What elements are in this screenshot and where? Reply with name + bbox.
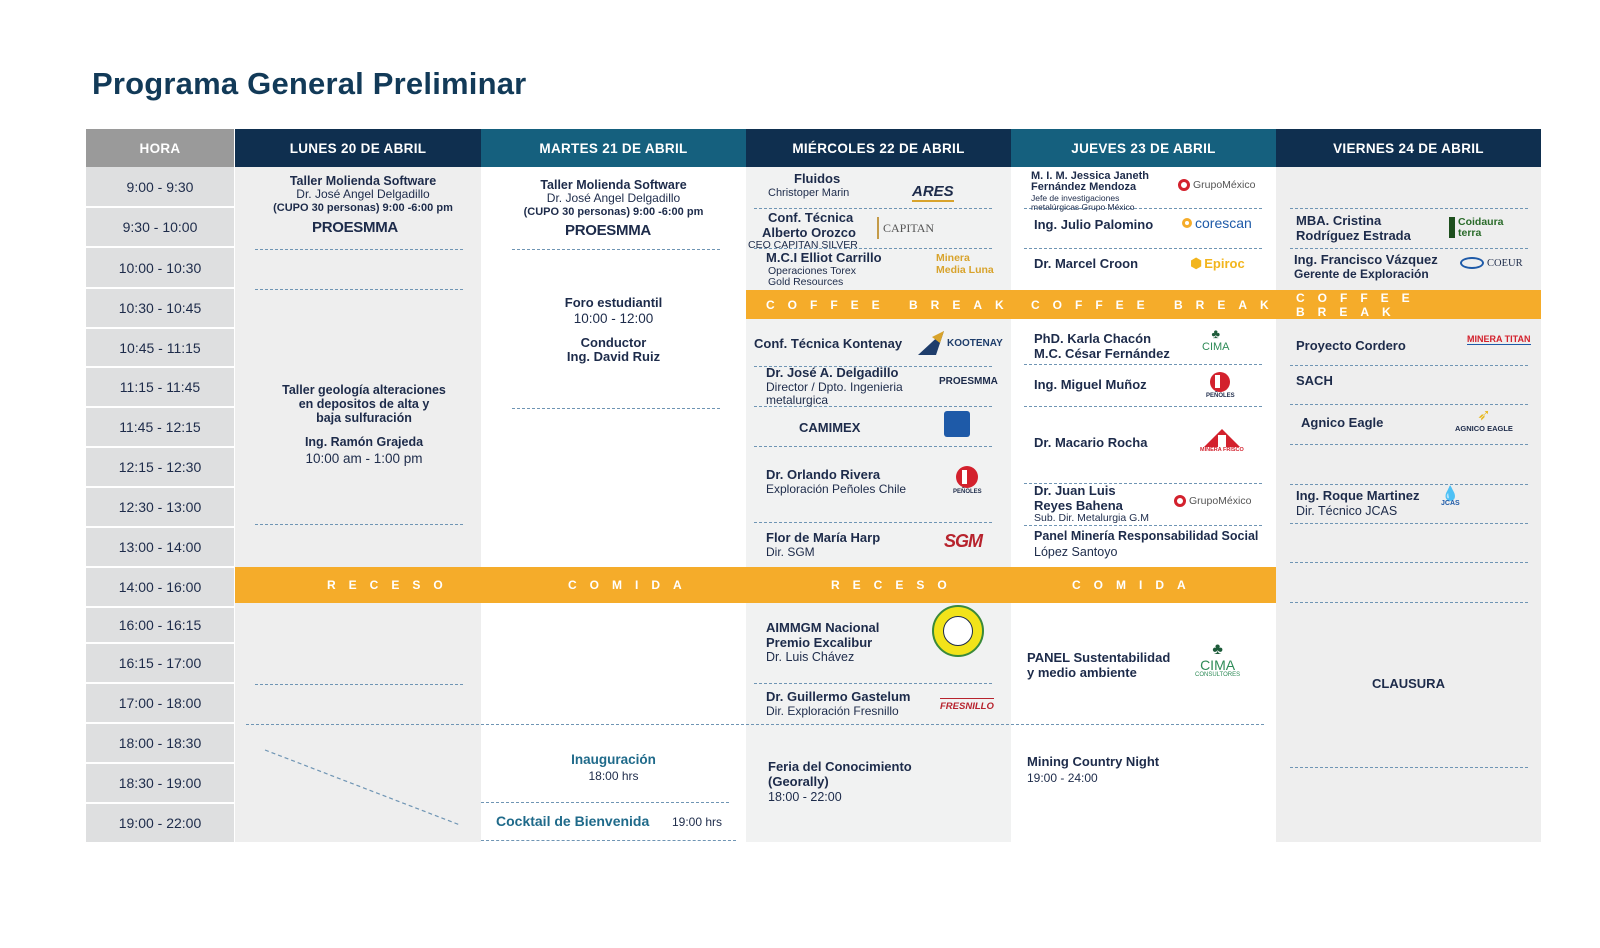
time-slot: 10:30 - 10:45: [86, 289, 234, 327]
divider: [754, 446, 992, 447]
divider: [481, 840, 736, 841]
thu-s7-line3: Sub. Dir. Metalurgia G.M: [1034, 512, 1149, 525]
divider: [255, 289, 463, 290]
comida-label: COMIDA: [568, 578, 695, 592]
fri-s2-line2: Gerente de Exploración: [1294, 266, 1429, 281]
wed-s3: [766, 251, 882, 289]
fri-s4: SACH: [1296, 373, 1333, 388]
cima-mark-icon: ♣: [1211, 326, 1221, 341]
wed-s8-line1: Flor de María Harp: [766, 530, 881, 545]
tue-inaug-title: Inauguración: [571, 752, 656, 767]
thu-s1-line4: metalúrgicas Grupo México: [1031, 202, 1135, 213]
time-slot: 9:00 - 9:30: [86, 167, 234, 206]
proesmma-logo: [312, 219, 398, 236]
wed-s9-line2: Premio Excalibur: [766, 634, 873, 650]
thu-s2: Ing. Julio Palomino: [1034, 217, 1154, 232]
sgm-logo: [944, 531, 982, 552]
fri-s1-line1: MBA. Cristina: [1296, 213, 1382, 228]
corescan-logo: [1182, 215, 1252, 231]
fresnillo-logo: [940, 698, 994, 712]
proesmma-logo-text: PROESMMA: [312, 219, 398, 236]
fri-s6-line2: Dir. Técnico JCAS: [1296, 503, 1398, 518]
thu-s1-line3: Jefe de investigaciones: [1031, 192, 1120, 203]
wed-s9: [766, 621, 879, 664]
header-viernes: VIERNES 24 DE ABRIL: [1276, 129, 1541, 167]
grupo-mexico-logo: [1178, 179, 1255, 191]
thu-s1-line1: M. I. M. Jessica Janeth: [1031, 170, 1149, 182]
wed-s9-line3: Dr. Luis Chávez: [766, 650, 855, 665]
minera-frisco-logo: [1200, 427, 1244, 453]
divider: [1290, 208, 1528, 209]
cima-logo: [1195, 642, 1240, 678]
wed-s5-line1: Dr. José A. Delgadillo: [766, 365, 899, 380]
wed-s3-line1: M.C.I Elliot Carrillo: [766, 250, 882, 265]
tue-foro-title: Foro estudiantil: [564, 295, 663, 310]
proesmma-logo: [565, 222, 651, 239]
time-slot: 12:15 - 12:30: [86, 448, 234, 486]
fri-s3: Proyecto Cordero: [1296, 338, 1406, 353]
penoles-mark-icon: [954, 465, 980, 489]
epiroc-mark-icon: ⬢: [1190, 255, 1203, 271]
thu-s4-line1: PhD. Karla Chacón: [1034, 331, 1152, 346]
coffee-break-label: COFFEE BREAK: [1031, 297, 1282, 312]
agnico-eagle-logo: [1455, 408, 1513, 433]
cima-logo-text: CIMA: [1200, 657, 1236, 673]
tue-inauguracion: [481, 752, 746, 784]
wed-s11: [768, 760, 912, 804]
divider: [754, 208, 992, 209]
frisco-mark-icon: [1204, 427, 1240, 447]
comida-label: COMIDA: [1072, 578, 1199, 592]
mon-taller2-line2: en depositos de alta y: [298, 397, 430, 411]
divider: [1290, 365, 1528, 366]
coeur-mark-icon: [1460, 257, 1484, 269]
thu-s9: [1027, 651, 1170, 680]
agnico-eagle-mark-icon: ➶: [1477, 407, 1491, 424]
wed-s1: [768, 172, 849, 199]
proesmma-logo: [939, 376, 998, 387]
penoles-logo-text: PEÑOLES: [1206, 393, 1235, 399]
time-slot: 10:45 - 11:15: [86, 329, 234, 366]
thu-s9-line2: y medio ambiente: [1027, 664, 1137, 680]
wed-s2-line1: Conf. Técnica: [768, 210, 854, 225]
proesmma-logo-text: PROESMMA: [939, 376, 998, 387]
coidaura-terra-logo: [1449, 217, 1504, 238]
divider: [1024, 525, 1262, 526]
time-slot: 18:00 - 18:30: [86, 724, 234, 762]
header-martes: MARTES 21 DE ABRIL: [481, 129, 746, 167]
divider: [1024, 248, 1262, 249]
grupo-mexico-logo: [1174, 495, 1251, 507]
thu-s1-line2: Fernández Mendoza: [1031, 181, 1137, 194]
divider: [246, 724, 1264, 725]
thu-s7: [1034, 484, 1149, 525]
fri-s1: [1296, 214, 1411, 243]
agnico-eagle-logo-text: AGNICO EAGLE: [1455, 424, 1513, 433]
thu-s8: [1034, 529, 1258, 559]
divider: [255, 524, 463, 525]
jcas-drop-icon: 💧: [1441, 485, 1460, 501]
fri-clausura: CLAUSURA: [1372, 676, 1445, 691]
cima-logo: [1202, 326, 1230, 353]
capitan-logo: [877, 217, 934, 239]
coffee-break-label: COFFEE BREAK: [766, 297, 1017, 312]
receso-label: RECESO: [327, 578, 456, 592]
tue-conductor: Conductor: [580, 334, 647, 350]
header-lunes: LUNES 20 DE ABRIL: [235, 129, 481, 167]
wed-s5: [766, 366, 903, 407]
lunch-banner: [235, 567, 1276, 603]
header-jueves: JUEVES 23 DE ABRIL: [1011, 129, 1276, 167]
time-slot: 9:30 - 10:00: [86, 208, 234, 246]
minera-titan-logo-text: MINERA TITAN: [1467, 334, 1531, 344]
thu-s7-line2: Reyes Bahena: [1034, 497, 1123, 513]
thu-s1: [1031, 170, 1149, 213]
divider: [255, 249, 463, 250]
wed-s9-line1: AIMMGM Nacional: [766, 620, 880, 635]
tue-taller-cupo: (CUPO 30 personas) 9:00 -6:00 pm: [523, 206, 704, 219]
divider: [1290, 602, 1528, 603]
mon-taller-speaker: Dr. José Angel Delgadillo: [296, 187, 430, 201]
tue-taller-molienda: [481, 178, 746, 219]
time-slot: 16:00 - 16:15: [86, 608, 234, 642]
column-martes: [481, 167, 746, 842]
minera-frisco-logo-text: MINERA FRISCO: [1200, 447, 1244, 453]
aimmgm-seal-icon: [932, 605, 984, 657]
wed-s4: Conf. Técnica Kontenay: [754, 336, 903, 351]
tue-foro-time: 10:00 - 12:00: [573, 310, 654, 326]
wed-s11-line1: Feria del Conocimiento: [768, 759, 912, 774]
grupo-mexico-logo-text: GrupoMéxico: [1193, 179, 1256, 191]
fri-s2-line1: Ing. Francisco Vázquez: [1294, 252, 1438, 267]
thu-s4-line2: M.C. César Fernández: [1034, 345, 1170, 361]
time-slot: 10:00 - 10:30: [86, 248, 234, 287]
wed-s5-line3: metalurgica: [766, 392, 829, 407]
divider: [1290, 248, 1528, 249]
coidaura-terra-line2: terra: [1458, 226, 1482, 239]
divider: [754, 522, 992, 523]
coeur-logo-text: COEUR: [1487, 257, 1523, 269]
page-title: Programa General Preliminar: [92, 66, 527, 101]
penoles-logo: [1206, 371, 1235, 399]
wed-s8: [766, 531, 880, 559]
divider: [1024, 364, 1262, 365]
thu-s5: Ing. Miguel Muñoz: [1034, 377, 1147, 392]
wed-s1-title: Fluidos: [794, 171, 841, 186]
time-slot: 13:00 - 14:00: [86, 528, 234, 566]
kootenay-mark-icon: [918, 331, 944, 355]
divider: [1024, 406, 1262, 407]
wed-s6: CAMIMEX: [799, 420, 861, 435]
wed-s2: [748, 211, 858, 252]
grupo-mexico-logo-text: GrupoMéxico: [1189, 495, 1252, 507]
jcas-logo: [1441, 486, 1460, 507]
ares-logo: [912, 183, 954, 202]
kootenay-logo-text: KOOTENAY: [947, 337, 1003, 349]
thu-s10-line1: Mining Country Night: [1027, 754, 1160, 769]
tue-cocktail: Cocktail de Bienvenida: [496, 813, 650, 829]
mon-taller2-speaker: Ing. Ramón Grajeda: [304, 435, 424, 449]
mon-taller-geologia: [255, 383, 473, 466]
coidaura-terra-line1: Coidaura: [1458, 216, 1504, 228]
thu-s6: Dr. Macario Rocha: [1034, 435, 1148, 450]
penoles-logo-text: PEÑOLES: [953, 489, 982, 495]
wed-s7-line2: Exploración Peñoles Chile: [766, 481, 907, 496]
coffee-break-label: COFFEE BREAK: [1296, 290, 1423, 319]
divider: [1290, 767, 1528, 768]
cima-logo-subtext: CONSULTORES: [1195, 672, 1241, 678]
ares-logo-text: ARES: [912, 183, 954, 200]
penoles-mark-icon: [1208, 371, 1232, 393]
sgm-logo-text: SGM: [944, 531, 983, 551]
minera-media-luna-line1: Minera: [936, 252, 970, 264]
capitan-logo-text: CAPITAN: [883, 220, 935, 235]
time-slot: 14:00 - 16:00: [86, 568, 234, 606]
wed-s10-line1: Dr. Guillermo Gastelum: [766, 689, 911, 704]
wed-s8-line2: Dir. SGM: [766, 544, 815, 559]
wed-s5-line2: Director / Dpto. Ingenieria: [766, 379, 903, 394]
wed-s7-line1: Dr. Orlando Rivera: [766, 467, 881, 482]
fri-s1-line2: Rodríguez Estrada: [1296, 227, 1411, 243]
fri-s6-line1: Ing. Roque Martinez: [1296, 488, 1420, 503]
fri-s2: [1294, 253, 1438, 281]
thu-s4: [1034, 332, 1170, 361]
thu-s8-line1: Panel Minería Responsabilidad Social: [1034, 529, 1259, 543]
divider: [1290, 562, 1528, 563]
epiroc-logo: [1190, 255, 1245, 272]
fresnillo-logo-text: FRESNILLO: [940, 701, 994, 712]
mon-taller-cupo: (CUPO 30 personas) 9:00 -6:00 pm: [273, 202, 453, 215]
wed-s3-line2: Operaciones Torex: [768, 264, 856, 277]
thu-s7-line1: Dr. Juan Luis: [1034, 483, 1116, 498]
divider: [1290, 484, 1528, 485]
thu-s9-line1: PANEL Sustentabilidad: [1027, 650, 1171, 665]
wed-s7: [766, 468, 906, 496]
divider: [512, 249, 720, 250]
wed-s10: [766, 690, 911, 718]
mon-taller2-line1: Taller geología alteraciones: [282, 383, 446, 397]
grupo-mexico-mark-icon: [1174, 495, 1186, 507]
tue-foro: [481, 296, 746, 365]
coeur-logo: [1460, 257, 1523, 269]
cima-mark-icon: ♣: [1212, 641, 1223, 658]
divider: [754, 683, 992, 684]
divider: [481, 802, 729, 803]
divider: [1290, 404, 1528, 405]
header-hora: HORA: [86, 129, 234, 167]
proesmma-logo-text: PROESMMA: [565, 222, 651, 239]
wed-s2-line3: CEO CAPITAN SILVER: [748, 239, 858, 252]
time-slot: 19:00 - 22:00: [86, 804, 234, 842]
mon-taller2-line3: baja sulfuración: [316, 411, 412, 425]
wed-s11-line3: 18:00 - 22:00: [768, 790, 842, 805]
cima-logo-text: CIMA: [1202, 341, 1230, 353]
tue-inaug-time: 18:00 hrs: [588, 769, 639, 784]
thu-s10-line2: 19:00 - 24:00: [1027, 770, 1098, 785]
wed-s2-line2: Alberto Orozco: [762, 224, 856, 240]
camimex-logo-icon: [944, 411, 970, 437]
divider: [255, 684, 463, 685]
grupo-mexico-mark-icon: [1178, 179, 1190, 191]
corescan-logo-text: corescan: [1195, 215, 1252, 231]
minera-titan-logo: [1467, 334, 1531, 345]
fri-s5: Agnico Eagle: [1301, 415, 1384, 430]
minera-media-luna-logo: [936, 253, 994, 276]
thu-s3: Dr. Marcel Croon: [1034, 256, 1139, 271]
corescan-mark-icon: [1182, 218, 1192, 228]
time-slot: 11:45 - 12:15: [86, 408, 234, 446]
tue-taller-title: Taller Molienda Software: [540, 178, 687, 192]
tue-cocktail-time: 19:00 hrs: [672, 815, 723, 829]
kootenay-logo: [918, 331, 1003, 355]
epiroc-logo-text: Epiroc: [1204, 256, 1245, 271]
receso-label: RECESO: [831, 578, 960, 592]
tue-taller-speaker: Dr. José Angel Delgadillo: [546, 191, 681, 205]
diagonal-divider: [260, 745, 465, 830]
divider: [1290, 444, 1528, 445]
mon-taller-molienda: [235, 174, 491, 215]
header-miercoles: MIÉRCOLES 22 DE ABRIL: [746, 129, 1011, 167]
time-slot: 17:00 - 18:00: [86, 684, 234, 722]
wed-s3-line3: Gold Resources: [768, 276, 844, 289]
column-lunes: [235, 167, 481, 842]
wed-s10-line2: Dir. Exploración Fresnillo: [766, 703, 899, 718]
time-slot: 11:15 - 11:45: [86, 368, 234, 406]
coffee-break-banner: [746, 290, 1541, 319]
jcas-logo-text: JCAS: [1441, 500, 1460, 507]
tue-conductor-name: Ing. David Ruiz: [566, 349, 661, 365]
penoles-logo: [953, 465, 982, 495]
time-slot: 12:30 - 13:00: [86, 488, 234, 526]
wed-s1-name: Christoper Marin: [768, 186, 850, 199]
divider: [1290, 523, 1528, 524]
thu-s8-line2: López Santoyo: [1034, 545, 1118, 559]
minera-media-luna-line2: Media Luna: [936, 263, 994, 276]
mon-taller-title: Taller Molienda Software: [289, 174, 437, 188]
wed-s11-line2: (Georally): [768, 773, 829, 789]
fri-s6: [1296, 489, 1420, 518]
divider: [512, 408, 720, 409]
thu-s10: [1027, 755, 1159, 785]
time-slot: 16:15 - 17:00: [86, 644, 234, 682]
time-slot: 18:30 - 19:00: [86, 764, 234, 802]
mon-taller2-time: 10:00 am - 1:00 pm: [305, 451, 423, 466]
